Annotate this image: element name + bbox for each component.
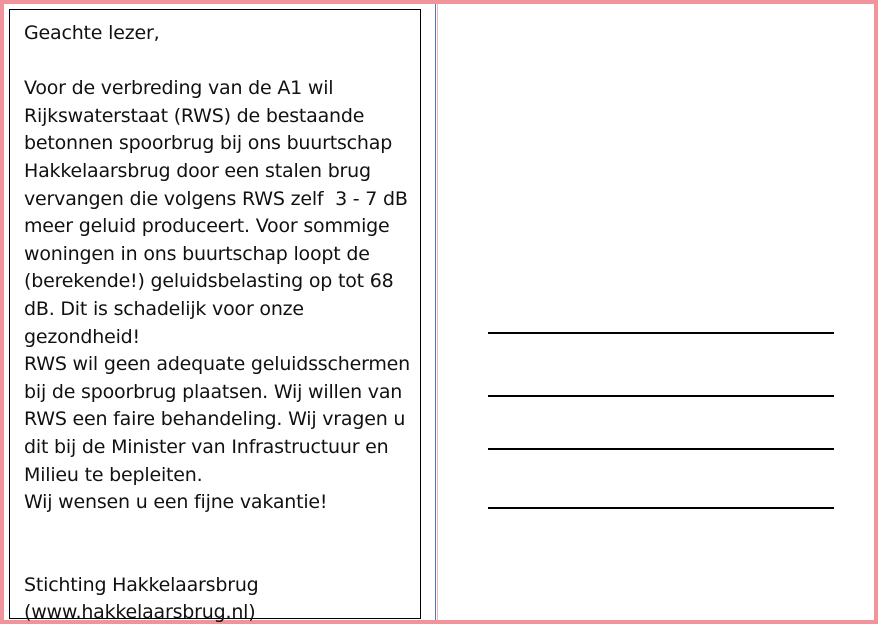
center-divider-shadow: [437, 4, 438, 620]
center-divider: [435, 4, 436, 620]
message-text: Geachte lezer, Voor de verbreding van de A1 wil Rijkswaterstaat (RWS) de bestaande betonnen spoorbrug bij ons buurtschap Hakkelaarsbrug door een stalen brug vervangen die volgens RWS zelf 3 - 7 dB meer geluid produceert. Voor sommige woningen in ons buurtschap loopt de (berekende!) geluidsbelasting op tot 68 dB. Dit is schadelijk voor onze gezondheid! RWS wil geen adequate geluidsschermen bij de spoorbrug plaatsen. Wij willen van RWS een faire behandeling. Wij vragen u dit bij de Minister van Infrastructuur en Milieu te bepleiten. Wij wensen u een fijne vakantie! Stichting Hakkelaarsbrug (www.hakkelaarsbrug.nl): [24, 22, 410, 624]
address-line-1: [488, 332, 834, 334]
message-box: [9, 9, 421, 624]
address-line-2: [488, 395, 834, 397]
address-line-4: [488, 507, 834, 509]
address-line-3: [488, 448, 834, 450]
